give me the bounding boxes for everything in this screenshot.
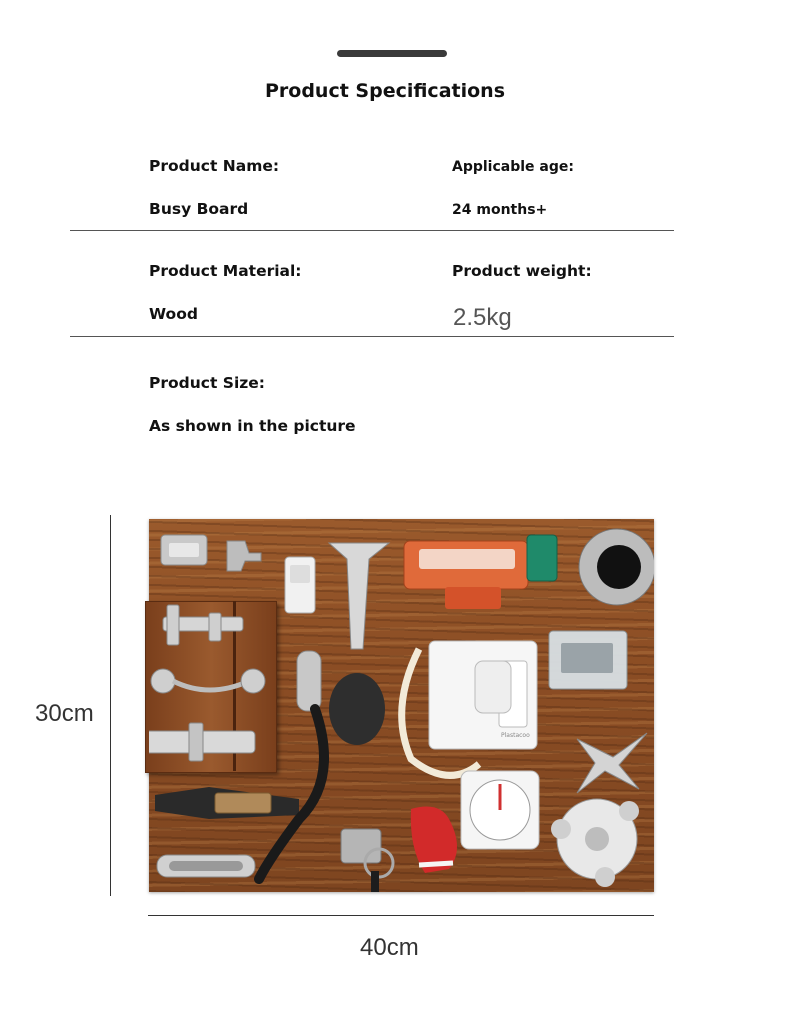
divider	[70, 230, 674, 231]
height-dimension-label: 30cm	[35, 700, 94, 727]
product-name-value: Busy Board	[149, 200, 249, 218]
applicable-age-label: Applicable age:	[452, 159, 574, 175]
drag-handle[interactable]	[337, 50, 447, 57]
product-weight-label: Product weight:	[452, 262, 592, 280]
product-name-label: Product Name:	[149, 157, 280, 175]
product-size-label: Product Size:	[149, 374, 265, 392]
width-dimension-line	[148, 915, 654, 916]
divider	[70, 336, 674, 337]
height-dimension-line	[110, 515, 111, 896]
product-material-value: Wood	[149, 305, 198, 323]
busy-board-image	[149, 519, 654, 892]
light-switch-label: Plastacoo	[501, 732, 530, 739]
metal-latches	[149, 519, 654, 892]
applicable-age-value: 24 months+	[452, 202, 548, 218]
width-dimension-label: 40cm	[360, 934, 419, 961]
product-size-value: As shown in the picture	[149, 417, 356, 435]
product-weight-value: 2.5kg	[453, 304, 512, 331]
page-title: Product Specifications	[264, 80, 506, 102]
product-material-label: Product Material:	[149, 262, 302, 280]
